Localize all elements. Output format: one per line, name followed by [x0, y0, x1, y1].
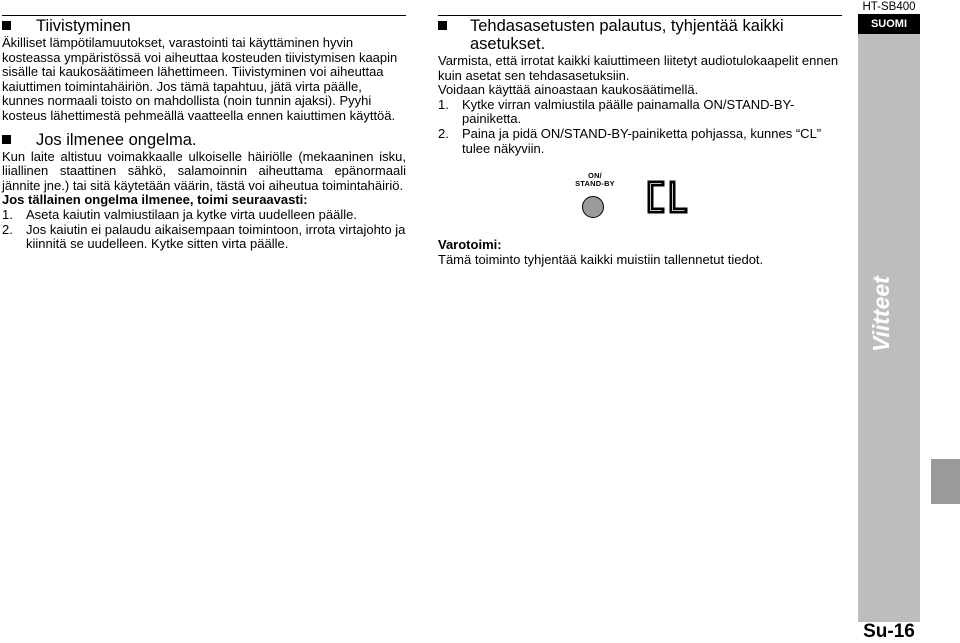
section-title: Jos ilmenee ongelma.: [36, 130, 197, 149]
reset-remote-note: Voidaan käyttää ainoastaan kaukosäätimellä.: [438, 82, 699, 98]
section-heading-condensation: [2, 17, 406, 35]
condensation-paragraph: Äkilliset lämpötilamuutokset, varastointi tai käyttäminen hyvin kosteassa ympäristössä voi aiheuttaa kosteuden tiivistymisen kaapin sisälle tai kaukosäätimeen lähettimeen. Tiivistyminen voi aiheuttaa kaiuttimen toimintahäiriön. Jos tämä tapahtuu, jätä virta päälle, kunnes normaali toisto on mahdollista (noin tunnin ajaksi). Pyyhi kosteus lähettimestä pehmeällä vaatteella ennen kaiuttimen käyttöä.: [2, 35, 398, 123]
page-number: Su-16: [863, 621, 915, 642]
problem-paragraph: Kun laite altistuu voimakkaalle ulkoiselle häiriölle (mekaaninen isku, liiallinen staattinen sähkö, salamoinnin aiheuttama epänormaali jännite jne.) tai sitä käytetään väärin, tästä voi aiheutua toimintahäiriö.: [2, 148, 406, 193]
problem-subheading: Jos tällainen ongelma ilmenee, toimi seuraavasti:: [2, 192, 308, 208]
section-title: Tehdasasetusten palautus, tyhjentää kaikki asetukset.: [470, 17, 784, 53]
reset-illustration: [438, 172, 842, 234]
model-number: HT-SB400: [862, 1, 916, 13]
standby-label-line1: ON/: [588, 171, 602, 181]
top-rule: [2, 15, 406, 16]
standby-button-icon: [582, 196, 604, 218]
square-bullet-icon: [2, 21, 11, 30]
section-title: Tiivistyminen: [36, 17, 131, 35]
list-item: [2, 208, 406, 223]
reset-intro-paragraph: Varmista, että irrotat kaikki kaiuttimeen liitetyt audiotulokaapelit ennen kuin asetat sen tehdasasetuksiin.: [438, 53, 839, 83]
square-bullet-icon: [438, 21, 447, 30]
section-label-vertical: Viitteet: [868, 276, 894, 352]
thumb-index-tab: [931, 459, 960, 504]
step-text: Jos kaiutin ei palaudu aikaisempaan toimintoon, irrota virtajohto ja kiinnitä se uudelleen. Kytke sitten virta päälle.: [26, 221, 406, 252]
square-bullet-icon: [2, 135, 11, 144]
step-number: 1.: [2, 206, 13, 222]
right-column: [438, 0, 842, 267]
standby-label-line2: STAND-BY: [575, 179, 615, 189]
caution-text: Tämä toiminto tyhjentää kaikki muistiin tallennetut tiedot.: [438, 251, 764, 267]
reset-steps: [438, 98, 842, 156]
caution-title: Varotoimi:: [438, 237, 502, 253]
list-item: [438, 127, 842, 156]
step-text: Aseta kaiutin valmiustilaan ja kytke virta uudelleen päälle.: [26, 206, 357, 222]
section-heading-factory-reset: [438, 17, 842, 53]
list-item: [2, 223, 406, 252]
left-column: [2, 0, 406, 252]
language-badge: SUOMI: [858, 14, 920, 34]
step-text: Paina ja pidä ON/STAND-BY-painiketta pohjassa, kunnes “CL” tulee näkyviin.: [462, 125, 822, 156]
step-number: 2.: [438, 125, 449, 141]
list-item: [438, 98, 842, 127]
step-text: Kytke virran valmiustila päälle painamalla ON/STAND-BY-painiketta.: [462, 96, 795, 127]
section-heading-problem: [2, 131, 406, 149]
standby-button-label: [573, 172, 617, 188]
top-rule: [438, 15, 842, 16]
step-number: 1.: [438, 96, 449, 112]
cl-display-icon: [646, 179, 690, 215]
problem-steps: [2, 208, 406, 252]
step-number: 2.: [2, 221, 13, 237]
